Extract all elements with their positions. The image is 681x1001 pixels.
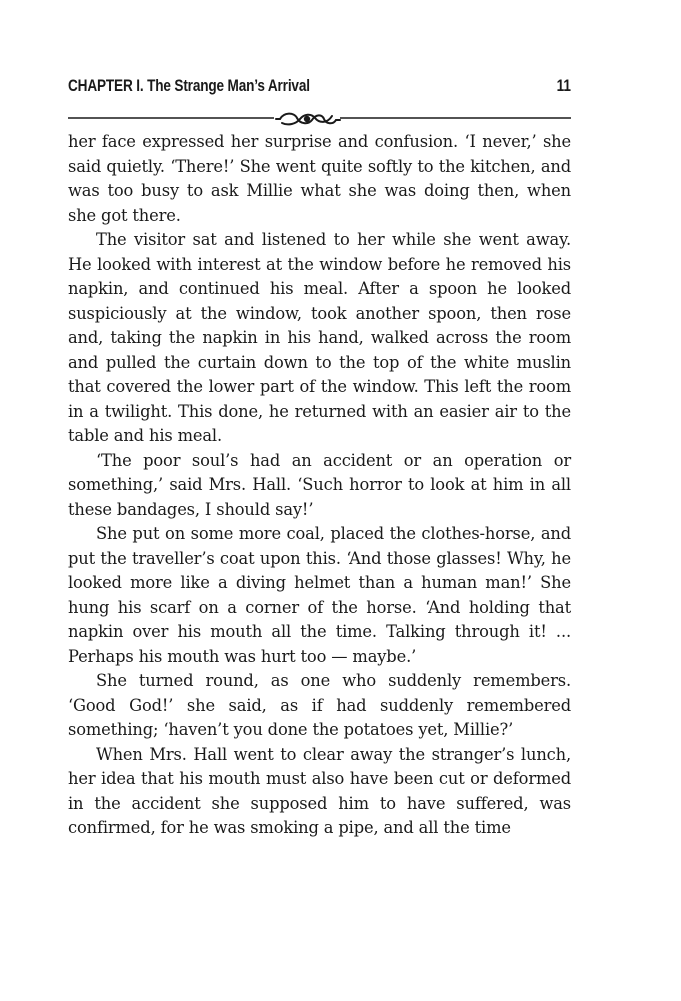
running-head — [68, 70, 571, 96]
paragraph: She put on some more coal, placed the clothes-horse, and put the traveller’s coat upon this. ‘And those glasses! Why, he looked more like a diving helmet than a human man!’ She hung his scarf on a corner of the horse. ‘And holding that napkin over his mouth all the time. Talking through it! ... Perhaps his mouth was hurt too — maybe.’ — [68, 524, 571, 666]
flourish-ornament-icon — [274, 111, 340, 127]
page-number: 11 — [556, 76, 571, 95]
paragraph: The visitor sat and listened to her while she went away. He looked with interest at the window before he removed his napkin, and continued his meal. After a spoon he looked suspiciously at the window, took another spoon, then rose and, taking the napkin in his hand, walked across the room and pulled the curtain down to the top of the white muslin that covered the lower part of the window. This left the room in a twilight. This done, he returned with an easier air to the table and his meal. — [68, 230, 571, 445]
paragraph: She turned round, as one who suddenly remembers. ‘Good God!’ she said, as if had suddenly remembered something; ‘haven’t you done the potatoes yet, Millie?’ — [68, 671, 571, 739]
header-rule — [68, 110, 571, 132]
paragraph: When Mrs. Hall went to clear away the stranger’s lunch, her idea that his mouth must also have been cut or deformed in the accident she supposed him to have suffered, was confirmed, for he was smoking a pipe, and all the time — [68, 744, 571, 837]
paragraph: ‘The poor soul’s had an accident or an operation or something,’ said Mrs. Hall. ‘Such horror to look at him in all these bandages, I should say!’ — [68, 450, 571, 519]
body-text — [68, 130, 571, 841]
paragraph: her face expressed her surprise and confusion. ‘I never,’ she said quietly. ‘There!’ She went quite softly to the kitchen, and was too busy to ask Millie what she was doing then, when she got there. — [68, 132, 571, 225]
chapter-title: CHAPTER I. The Strange Man’s Arrival — [68, 76, 310, 95]
